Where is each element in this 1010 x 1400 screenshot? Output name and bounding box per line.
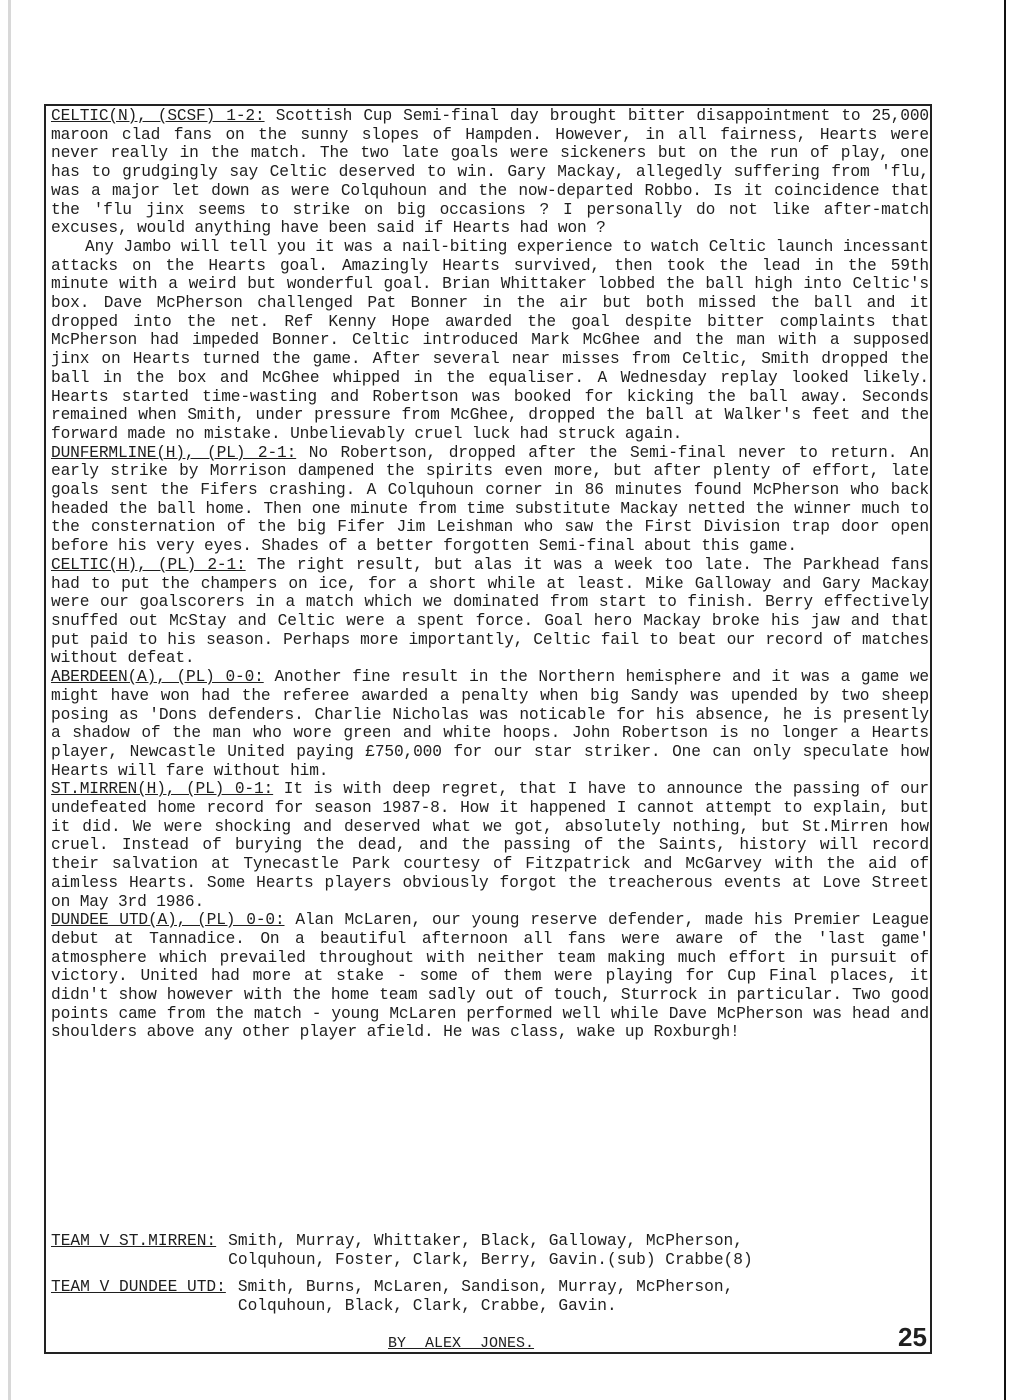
match-heading: ABERDEEN(A), (PL) 0-0: <box>51 668 264 687</box>
team-label: TEAM V ST.MIRREN: <box>51 1232 217 1250</box>
page-right-edge <box>1004 0 1006 1400</box>
report-text: No Robertson, dropped after the Semi-final never to return. An early strike by Morrison dampened the spirits even more, but after plenty of effort, late goals sent the Fifers crashing. A Colquhoun corner in 86 minutes found McPherson who back headed the ball home. Then one minute from time substitute Mackay netted the winner much to the consternation of the big Fifer Jim Leishman who saw the First Division trap door open before his very eyes. Shades of a better forgotten Semi-final about this game. <box>51 443 929 556</box>
match-report-st-mirren <box>51 780 929 911</box>
author-byline: BY ALEX JONES. <box>388 1335 535 1352</box>
report-text: The right result, but alas it was a week too late. The Parkhead fans had to put the champers on ice, for a short while at least. Mike Galloway and Gary Mackay were our goalscorers in a match which we dominated from start to finish. Berry effectively snuffed out McStay and Celtic were a spent force. Goal hero Mackay broke his jaw and that put paid to his season. Perhaps more importantly, Celtic fail to beat our record of matches without defeat. <box>51 555 929 668</box>
report-text: Any Jambo will tell you it was a nail-biting experience to watch Celtic launch incessant attacks on the Hearts goal. Amazingly Hearts survived, then took the lead in the 59th minute with a weird but wonderful goal. Brian Whittaker lobbed the ball high into Celtic's box. Dave McPherson challenged Pat Bonner in the air but both missed the ball and it dropped into the net. Ref Kenny Hope awarded the goal despite bitter complaints that McPherson had impeded Bonner. Celtic introduced Mark McGhee and the man with a supposed jinx on Hearts turned the game. After several near misses from Celtic, Smith dropped the ball in the box and McGhee whipped in the equaliser. A Wednesday replay looked likely. Hearts started time-wasting and Robertson was booked for kicking the ball away. Seconds remained when Smith, under pressure from McGhee, dropped the ball at Walker's feet and the forward made no mistake. Unbelievably cruel luck had struck again. <box>51 237 929 443</box>
report-text: Another fine result in the Northern hemisphere and it was a game we might have won had the referee awarded a penalty when big Sandy was upended by two sheep posing as 'Dons defenders. Charlie Nicholas was noticable for his absence, he is presently a shadow of the man who wore green and white hoops. John Robertson is no longer a Hearts player, Newcastle United paying £750,000 for our star striker. One can only speculate how Hearts will fare without him. <box>51 668 929 780</box>
team-lineups <box>51 1232 929 1325</box>
match-heading: CELTIC(H), (PL) 2-1: <box>51 555 246 574</box>
page-number: 25 <box>898 1322 927 1352</box>
team-lineup-st-mirren <box>51 1232 929 1269</box>
match-report-celtic-semi-final <box>51 107 929 238</box>
match-heading: DUNFERMLINE(H), (PL) 2-1: <box>51 443 297 462</box>
report-text: Scottish Cup Semi-final day brought bitter disappointment to 25,000 maroon clad fans on the sunny slopes of Hampden. However, in all fairness, Hearts were never really in the match. The two late goals were sickeners but on the run of play, one has to grudgingly say Celtic deserved to win. Gary Mackay, allegedly suffering from 'flu, was a major let down as were Colquhoun and the now-departed Robbo. Is it coincidence that the 'flu jinx seems to strike on big occasions ? I personally do not like after-match excuses, would anything have been said if Hearts had won ? <box>51 107 929 238</box>
team-players: Smith, Murray, Whittaker, Black, Galloway, McPherson, Colquhoun, Foster, Clark, Berry, Gavin.(sub) Crabbe(8) <box>228 1232 753 1269</box>
report-text: Alan McLaren, our young reserve defender, made his Premier League debut at Tannadice. On a beautiful afternoon all fans were aware of the 'last game' atmosphere which prevailed throughout with neither team making much effort in pursuit of victory. United had more at stake - some of them were playing for Cup Final places, it didn't show however with the home team sadly out of touch, Sturrock in particular. Two good points came from the match - young McLaren performed well while Dave McPherson was head and shoulders above any other player afield. He was class, wake up Roxburgh! <box>51 911 929 1042</box>
match-report-celtic-semi-final-continued <box>51 238 929 444</box>
match-heading: ST.MIRREN(H), (PL) 0-1: <box>51 780 274 799</box>
page-binding-edge <box>8 0 11 1400</box>
team-lineup-dundee-utd <box>51 1278 929 1315</box>
match-report-dunfermline <box>51 444 929 556</box>
match-report-celtic-home <box>51 556 929 668</box>
match-reports <box>51 107 929 1042</box>
match-heading: DUNDEE UTD(A), (PL) 0-0: <box>51 911 285 930</box>
report-text: It is with deep regret, that I have to announce the passing of our undefeated home record for season 1987-8. How it happened I cannot attempt to explain, but it did. We were shocking and deserved what we got, absolutely nothing, but St.Mirren how cruel. Instead of burying the dead, and the passing of the Saints, history will record their salvation at Tynecastle Park courtesy of Fitzpatrick and McGarvey with the aid of aimless Hearts. Some Hearts players obviously forgot the treacherous events at Love Street on May 3rd 1986. <box>51 780 929 911</box>
match-report-aberdeen <box>51 668 929 780</box>
team-players: Smith, Burns, McLaren, Sandison, Murray, McPherson, Colquhoun, Black, Clark, Crabbe, Gavin. <box>237 1278 734 1316</box>
team-label: TEAM V DUNDEE UTD: <box>51 1278 226 1297</box>
match-report-dundee-utd <box>51 911 929 1042</box>
match-heading: CELTIC(N), (SCSF) 1-2: <box>51 107 265 125</box>
